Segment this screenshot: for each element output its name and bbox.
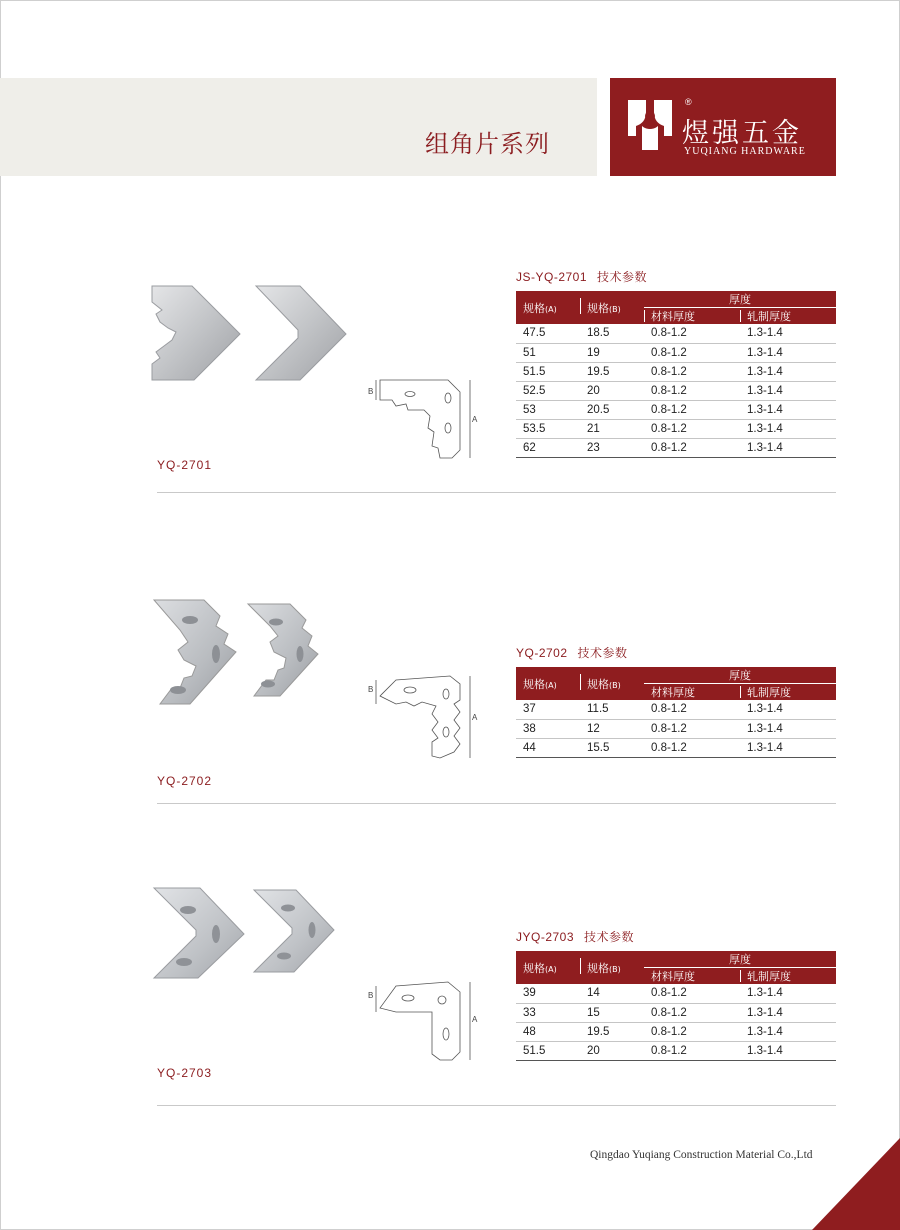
section-divider	[157, 803, 836, 804]
table-row: 44 15.5 0.8-1.2 1.3-1.4	[516, 738, 836, 757]
spec-word: 技术参数	[584, 930, 635, 944]
col-header-rolled-thickness: 轧制厚度	[740, 308, 836, 325]
table-row: 52.5 20 0.8-1.2 1.3-1.4	[516, 381, 836, 400]
logo-mark-icon	[624, 96, 676, 154]
section-divider	[157, 1105, 836, 1106]
col-header-spec-a: 规格(A)	[516, 951, 580, 984]
spec-caption	[516, 928, 634, 945]
product-photo-yq-2701	[148, 282, 353, 386]
dimension-label-a: A	[472, 713, 478, 722]
spec-word: 技术参数	[577, 646, 628, 660]
col-header-spec-a: 规格(A)	[516, 291, 580, 324]
table-row: 51.5 19.5 0.8-1.2 1.3-1.4	[516, 362, 836, 381]
table-row: 51.5 20 0.8-1.2 1.3-1.4	[516, 1041, 836, 1060]
dimension-label-b: B	[368, 387, 374, 396]
spec-table-yq-2702	[516, 667, 836, 758]
spec-code: JS-YQ-2701	[516, 270, 588, 284]
col-header-thickness: 厚度	[644, 291, 836, 308]
table-row: 53.5 21 0.8-1.2 1.3-1.4	[516, 419, 836, 438]
col-header-material-thickness: 材料厚度	[644, 308, 740, 325]
brand-logo	[610, 78, 836, 176]
col-header-spec-b: 规格(B)	[580, 951, 644, 984]
spec-caption	[516, 644, 628, 661]
footer-company-name: Qingdao Yuqiang Construction Material Co.,Ltd	[590, 1149, 813, 1161]
table-row: 51 19 0.8-1.2 1.3-1.4	[516, 343, 836, 362]
spec-table-yq-2701	[516, 291, 836, 458]
col-header-thickness: 厚度	[644, 667, 836, 684]
technical-drawing-yq-2703	[366, 978, 478, 1064]
model-label: YQ-2703	[157, 1066, 213, 1080]
table-row: 38 12 0.8-1.2 1.3-1.4	[516, 719, 836, 738]
technical-drawing-yq-2702	[366, 672, 478, 762]
model-label: YQ-2701	[157, 458, 213, 472]
col-header-rolled-thickness: 轧制厚度	[740, 968, 836, 985]
technical-drawing-yq-2701	[366, 376, 478, 460]
table-row: 53 20.5 0.8-1.2 1.3-1.4	[516, 400, 836, 419]
registered-mark: ®	[685, 97, 692, 107]
table-row: 39 14 0.8-1.2 1.3-1.4	[516, 984, 836, 1003]
spec-table-yq-2703	[516, 951, 836, 1061]
dimension-label-a: A	[472, 415, 478, 424]
col-header-rolled-thickness: 轧制厚度	[740, 684, 836, 701]
col-header-spec-a: 规格(A)	[516, 667, 580, 700]
col-header-spec-b: 规格(B)	[580, 667, 644, 700]
model-label: YQ-2702	[157, 774, 213, 788]
page-title: 组角片系列	[425, 130, 550, 158]
table-row: 62 23 0.8-1.2 1.3-1.4	[516, 438, 836, 457]
table-row: 48 19.5 0.8-1.2 1.3-1.4	[516, 1022, 836, 1041]
product-photo-yq-2702	[150, 596, 336, 710]
spec-caption	[516, 268, 647, 285]
spec-code: JYQ-2703	[516, 930, 575, 944]
spec-code: YQ-2702	[516, 646, 568, 660]
section-divider	[157, 492, 836, 493]
table-row: 47.5 18.5 0.8-1.2 1.3-1.4	[516, 324, 836, 343]
col-header-material-thickness: 材料厚度	[644, 684, 740, 701]
dimension-label-b: B	[368, 685, 374, 694]
product-photo-yq-2703	[150, 884, 336, 980]
dimension-label-b: B	[368, 991, 374, 1000]
table-row: 37 11.5 0.8-1.2 1.3-1.4	[516, 700, 836, 719]
brand-name-en: YUQIANG HARDWARE	[684, 146, 806, 157]
corner-accent	[812, 1138, 900, 1230]
dimension-label-a: A	[472, 1015, 478, 1024]
table-row: 33 15 0.8-1.2 1.3-1.4	[516, 1003, 836, 1022]
col-header-spec-b: 规格(B)	[580, 291, 644, 324]
col-header-material-thickness: 材料厚度	[644, 968, 740, 985]
spec-word: 技术参数	[597, 270, 648, 284]
brand-name-cn: 煜强五金	[682, 118, 802, 149]
col-header-thickness: 厚度	[644, 951, 836, 968]
